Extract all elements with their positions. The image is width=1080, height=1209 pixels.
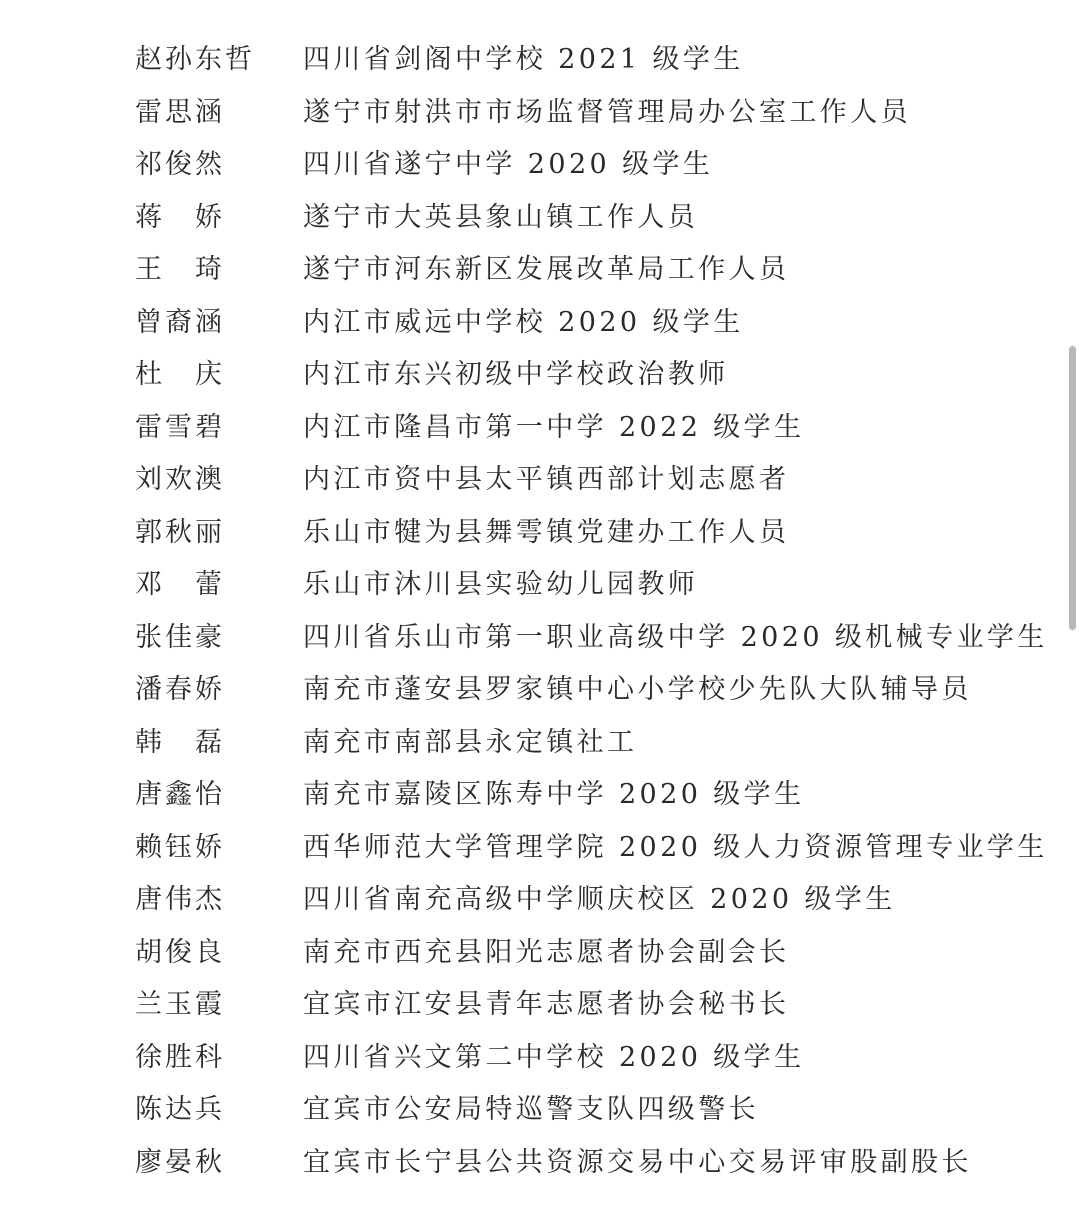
person-description: 宜宾市江安县青年志愿者协会秘书长: [303, 989, 790, 1020]
person-description: 南充市西充县阳光志愿者协会副会长: [303, 936, 790, 968]
person-name: 唐鑫怡: [135, 779, 225, 810]
list-item: [0, 1084, 1050, 1137]
list-item: [0, 1032, 1050, 1085]
person-name: 赵孙东哲: [135, 44, 255, 75]
person-name: 潘春娇: [135, 674, 225, 705]
person-description: 乐山市沐川县实验幼儿园教师: [303, 569, 699, 600]
list-item: [0, 244, 1050, 297]
person-name: 唐伟杰: [135, 884, 225, 915]
person-description: 四川省兴文第二中学校 2020 级学生: [303, 1041, 805, 1073]
person-description: 内江市资中县太平镇西部计划志愿者: [303, 464, 790, 495]
person-name: 邓 蕾: [135, 569, 225, 600]
person-description: 内江市东兴初级中学校政治教师: [303, 359, 729, 390]
list-item: [0, 979, 1050, 1032]
list-item: [0, 349, 1050, 402]
list-item: [0, 297, 1050, 350]
list-item: [0, 874, 1050, 927]
person-name: 刘欢澳: [135, 464, 225, 495]
person-description: 南充市蓬安县罗家镇中心小学校少先队大队辅导员: [303, 674, 972, 705]
person-description: 遂宁市河东新区发展改革局工作人员: [303, 254, 790, 285]
list-item: [0, 507, 1050, 560]
name-list: [0, 34, 1050, 1189]
person-description: 南充市南部县永定镇社工: [303, 726, 638, 758]
person-description: 遂宁市大英县象山镇工作人员: [303, 201, 699, 233]
person-name: 陈达兵: [135, 1094, 225, 1125]
person-name: 曾裔涵: [135, 306, 225, 338]
person-name: 祁俊然: [135, 149, 225, 180]
person-name: 兰玉霞: [135, 989, 225, 1020]
list-item: [0, 822, 1050, 875]
person-description: 宜宾市公安局特巡警支队四级警长: [303, 1094, 759, 1125]
person-name: 赖钰娇: [135, 831, 225, 863]
person-name: 韩 磊: [135, 726, 225, 758]
list-item: [0, 1137, 1050, 1190]
list-item: [0, 139, 1050, 192]
person-description: 四川省遂宁中学 2020 级学生: [303, 149, 714, 180]
person-description: 四川省剑阁中学校 2021 级学生: [303, 44, 744, 75]
list-item: [0, 769, 1050, 822]
person-name: 廖晏秋: [135, 1146, 225, 1178]
person-description: 西华师范大学管理学院 2020 级人力资源管理专业学生: [303, 831, 1048, 863]
list-item: [0, 612, 1050, 665]
list-item: [0, 402, 1050, 455]
person-description: 乐山市犍为县舞雩镇党建办工作人员: [303, 516, 790, 548]
person-name: 蒋 娇: [135, 201, 225, 233]
person-name: 杜 庆: [135, 359, 225, 390]
list-item: [0, 192, 1050, 245]
list-item: [0, 927, 1050, 980]
person-name: 胡俊良: [135, 936, 225, 968]
person-description: 宜宾市长宁县公共资源交易中心交易评审股副股长: [303, 1146, 972, 1178]
vertical-scrollbar[interactable]: [1064, 0, 1080, 1209]
person-name: 徐胜科: [135, 1041, 225, 1073]
list-item: [0, 559, 1050, 612]
person-description: 内江市隆昌市第一中学 2022 级学生: [303, 411, 805, 443]
person-name: 雷雪碧: [135, 411, 225, 443]
list-item: [0, 87, 1050, 140]
list-item: [0, 34, 1050, 87]
person-name: 王 琦: [135, 254, 225, 285]
person-name: 郭秋丽: [135, 516, 225, 548]
list-item: [0, 664, 1050, 717]
person-description: 南充市嘉陵区陈寿中学 2020 级学生: [303, 779, 805, 810]
person-description: 四川省乐山市第一职业高级中学 2020 级机械专业学生: [303, 621, 1048, 653]
person-name: 雷思涵: [135, 96, 225, 128]
scrollbar-thumb[interactable]: [1069, 346, 1076, 630]
person-description: 遂宁市射洪市市场监督管理局办公室工作人员: [303, 96, 911, 128]
person-name: 张佳豪: [135, 621, 225, 653]
list-item: [0, 717, 1050, 770]
person-description: 内江市威远中学校 2020 级学生: [303, 306, 744, 338]
list-item: [0, 454, 1050, 507]
person-description: 四川省南充高级中学顺庆校区 2020 级学生: [303, 884, 896, 915]
